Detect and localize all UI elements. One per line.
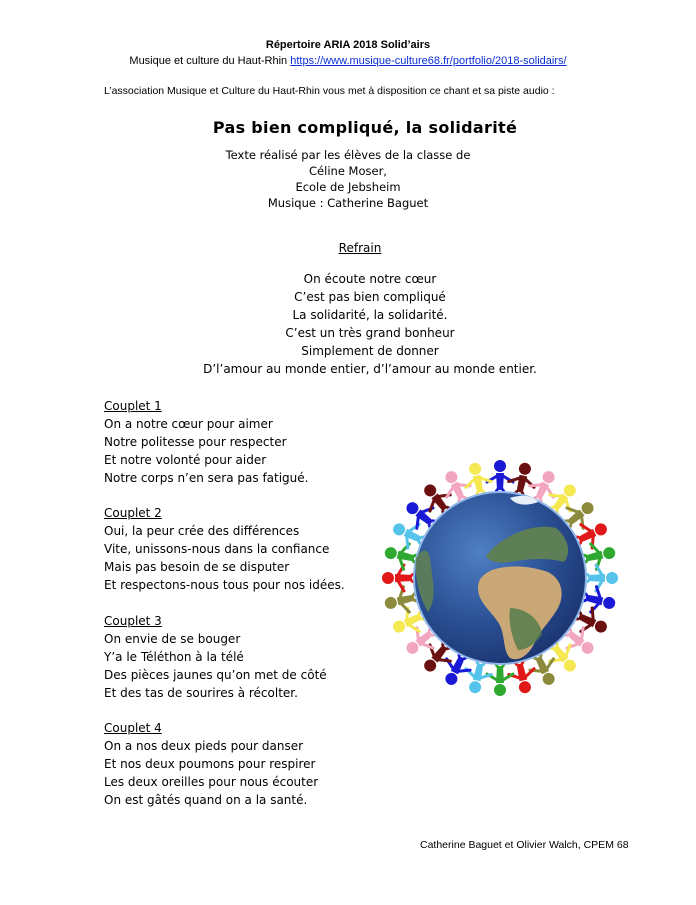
footer-credit: Catherine Baguet et Olivier Walch, CPEM 68 bbox=[420, 839, 629, 851]
organization-name: Musique et culture du Haut-Rhin bbox=[129, 55, 288, 67]
refrain-line: Simplement de donner bbox=[301, 344, 439, 358]
couplet-heading: Couplet 3 bbox=[104, 614, 162, 628]
song-title: Pas bien compliqué, la solidarité bbox=[212, 118, 518, 137]
couplet-line: Oui, la peur crée des différences bbox=[104, 524, 300, 538]
refrain-heading: Refrain bbox=[338, 241, 382, 255]
credit-line: Musique : Catherine Baguet bbox=[267, 196, 429, 210]
couplet-line: Et des tas de sourires à récolter. bbox=[104, 686, 298, 700]
couplet-heading: Couplet 1 bbox=[104, 399, 162, 413]
refrain-line: C’est pas bien compliqué bbox=[294, 290, 446, 304]
couplet-line: Notre politesse pour respecter bbox=[104, 435, 287, 449]
couplet-line: Vite, unissons-nous dans la confiance bbox=[104, 542, 330, 556]
couplet-line: Des pièces jaunes qu’on met de côté bbox=[104, 668, 327, 682]
couplet-line: Notre corps n’en sera pas fatigué. bbox=[104, 471, 309, 485]
couplet-line: On envie de se bouger bbox=[104, 632, 241, 646]
refrain-line: D’l’amour au monde entier, d’l’amour au monde entier. bbox=[203, 362, 537, 376]
refrain-line: C’est un très grand bonheur bbox=[285, 326, 455, 340]
couplet-4 bbox=[104, 719, 318, 809]
refrain-line: On écoute notre cœur bbox=[303, 272, 437, 286]
couplet-line: Et respectons-nous tous pour nos idées. bbox=[104, 578, 345, 592]
couplet-line: Les deux oreilles pour nous écouter bbox=[104, 775, 319, 789]
couplet-line: On est gâtés quand on a la santé. bbox=[104, 793, 308, 807]
couplet-1 bbox=[104, 397, 308, 487]
credit-line: Ecole de Jebsheim bbox=[295, 180, 401, 194]
couplet-heading: Couplet 2 bbox=[104, 506, 162, 520]
couplet-line: On a notre cœur pour aimer bbox=[104, 417, 273, 431]
credit-line: Céline Moser, bbox=[309, 164, 387, 178]
credit-line: Texte réalisé par les élèves de la classe de bbox=[225, 148, 471, 162]
globe-with-people-ring-icon bbox=[378, 456, 622, 700]
couplet-2 bbox=[104, 504, 345, 594]
couplet-heading: Couplet 4 bbox=[104, 721, 162, 735]
couplet-line: Et nos deux poumons pour respirer bbox=[104, 757, 316, 771]
couplet-line: On a nos deux pieds pour danser bbox=[104, 739, 304, 753]
refrain-line: La solidarité, la solidarité. bbox=[292, 308, 448, 322]
document-header-subtitle bbox=[0, 55, 696, 67]
couplet-line: Y’a le Téléthon à la télé bbox=[104, 650, 244, 664]
intro-text: L’association Musique et Culture du Haut-Rhin vous met à disposition ce chant et sa piste audio : bbox=[104, 85, 555, 97]
couplet-line: Et notre volonté pour aider bbox=[104, 453, 267, 467]
couplet-3 bbox=[104, 612, 327, 702]
document-header-title: Répertoire ARIA 2018 Solid’airs bbox=[265, 39, 431, 51]
couplet-line: Mais pas besoin de se disputer bbox=[104, 560, 290, 574]
portfolio-link[interactable]: https://www.musique-culture68.fr/portfolio/2018-solidairs/ bbox=[290, 55, 567, 67]
